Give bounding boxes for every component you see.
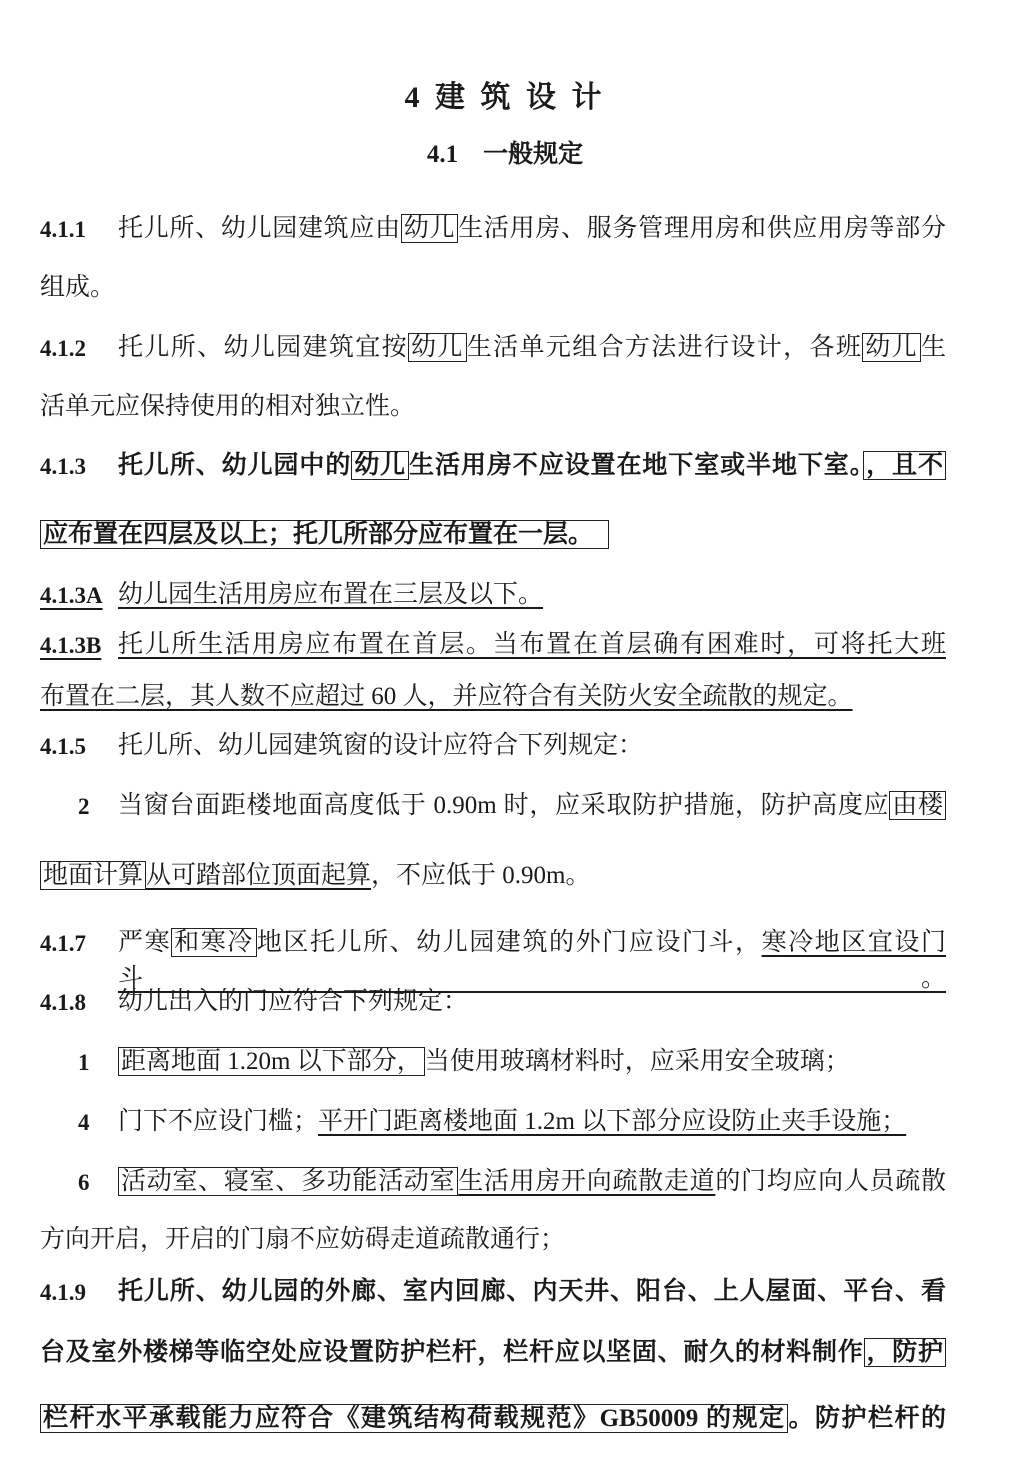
clause-text: 托儿所、幼儿园建筑应由 (118, 215, 401, 242)
boxed-revision-text: 活动室、寝室、多功能活动室 (118, 1167, 458, 1196)
section-title: 4.1 一般规定 (426, 141, 584, 168)
clause-line (40, 1222, 565, 1258)
underlined-revision-text: 从可踏部位顶面起算 (146, 862, 372, 889)
clause-text: 幼儿园生活用房应布置在三层及以下。 (118, 581, 544, 608)
boxed-revision-text: 距离地面 1.20m 以下部分， (118, 1047, 425, 1076)
clause-line (118, 984, 468, 1020)
clause-number: 4.1.5 (40, 734, 86, 759)
clause-text: 方向开启，开启的门扇不应妨碍走道疏散通行； (40, 1226, 566, 1253)
underlined-revision-text: 寒冷地区宜设门斗。 (118, 929, 946, 992)
clause-text: 组成。 (40, 274, 116, 301)
clause-line (118, 728, 643, 764)
underlined-revision-text: 平开门距离楼地面 1.2m 以下部分应设防止夹手设施； (318, 1108, 907, 1135)
boxed-revision-text: 幼儿 (408, 333, 467, 362)
clause-number: 4 (78, 1110, 90, 1135)
clause-text: 布置在二层，其人数不应超过 60 人，并应符合有关防火安全疏散的规定。 (40, 683, 853, 710)
clause-line (118, 577, 543, 613)
clause-text: 托儿所、幼儿园的外廊、室内回廊、内天井、阳台、上人屋面、平台、看 (118, 1278, 946, 1305)
clause-number: 4.1.2 (40, 336, 86, 361)
clause-number: 4.1.9 (40, 1280, 86, 1305)
clause-number: 4.1.1 (40, 217, 86, 242)
clause-text: 严寒 (118, 929, 172, 956)
clause-text: 生活用房、服务管理用房和供应用房等部分 (458, 215, 946, 242)
clause-line (118, 1104, 906, 1140)
clause-text: 托儿所、幼儿园建筑窗的设计应符合下列规定： (118, 732, 644, 759)
clause-text: 托儿所、幼儿园中的 (118, 452, 352, 479)
clause-text: 托儿所生活用房应布置在首层。当布置在首层确有困难时，可将托大班 (118, 631, 946, 658)
clause-text: 幼儿出入的门应符合下列规定： (118, 988, 469, 1015)
clause-text: 台及室外楼梯等临空处应设置防护栏杆，栏杆应以坚固、耐久的材料制作 (40, 1339, 864, 1366)
clause-line (118, 1044, 850, 1080)
clause-line (118, 448, 946, 484)
clause-text: 地区托儿所、幼儿园建筑的外门应设门斗， (256, 929, 762, 956)
clause-number: 4.1.8 (40, 990, 86, 1015)
boxed-revision-text: 栏杆水平承载能力应符合《建筑结构荷载规范》GB50009 的规定 (40, 1404, 788, 1433)
clause-line (118, 627, 946, 663)
clause-number: 6 (78, 1170, 90, 1195)
clause-text: 生活单元组合方法进行设计，各班 (466, 334, 863, 361)
clause-line (40, 389, 415, 425)
boxed-revision-text: 幼儿 (401, 214, 458, 243)
clause-line (118, 1164, 946, 1200)
clause-text: 门下不应设门槛； (118, 1108, 319, 1135)
clause-number: 2 (78, 794, 90, 819)
chapter-title: 4 建 筑 设 计 (404, 81, 606, 114)
clause-line (40, 858, 590, 894)
clause-line (40, 1401, 946, 1437)
clause-text: 活单元应保持使用的相对独立性。 (40, 393, 416, 420)
clause-line (118, 211, 946, 247)
clause-text: ，不应低于 0.90m。 (371, 862, 591, 889)
boxed-revision-text: ，防护 (864, 1338, 946, 1367)
clause-number: 1 (78, 1050, 90, 1075)
boxed-revision-text: 应布置在四层及以上；托儿所部分应布置在一层。 (40, 520, 609, 549)
clause-line (118, 330, 946, 366)
clause-text: 生 (920, 334, 946, 361)
clause-line (40, 517, 609, 553)
boxed-revision-text: ，且不 (863, 451, 946, 480)
clause-number: 4.1.3 (40, 454, 86, 479)
boxed-revision-text: 幼儿 (862, 333, 921, 362)
clause-line (40, 679, 853, 715)
clause-text: 。防护栏杆的 (788, 1405, 946, 1432)
clause-line (40, 270, 115, 306)
boxed-revision-text: 地面计算 (40, 861, 146, 890)
clause-line (40, 1335, 946, 1371)
clause-text: 托儿所、幼儿园建筑宜按 (118, 334, 409, 361)
clause-line (118, 788, 946, 824)
clause-text: 生活用房不应设置在地下室或半地下室。 (409, 452, 864, 479)
clause-number: 4.1.7 (40, 931, 86, 956)
boxed-revision-text: 由楼 (889, 791, 946, 820)
clause-number: 4.1.3A (40, 583, 103, 608)
clause-text: 当使用玻璃材料时，应采用安全玻璃； (424, 1048, 850, 1075)
underlined-revision-text: 生活用房开向疏散走道 (458, 1168, 716, 1195)
clause-line (118, 1274, 946, 1310)
boxed-revision-text: 和寒冷 (171, 928, 257, 957)
clause-number: 4.1.3B (40, 633, 102, 658)
boxed-revision-text: 幼儿 (351, 451, 409, 480)
clause-text: 当窗台面距楼地面高度低于 0.90m 时，应采取防护措施，防护高度应 (118, 792, 890, 819)
clause-text: 的门均应向人员疏散 (715, 1168, 946, 1195)
